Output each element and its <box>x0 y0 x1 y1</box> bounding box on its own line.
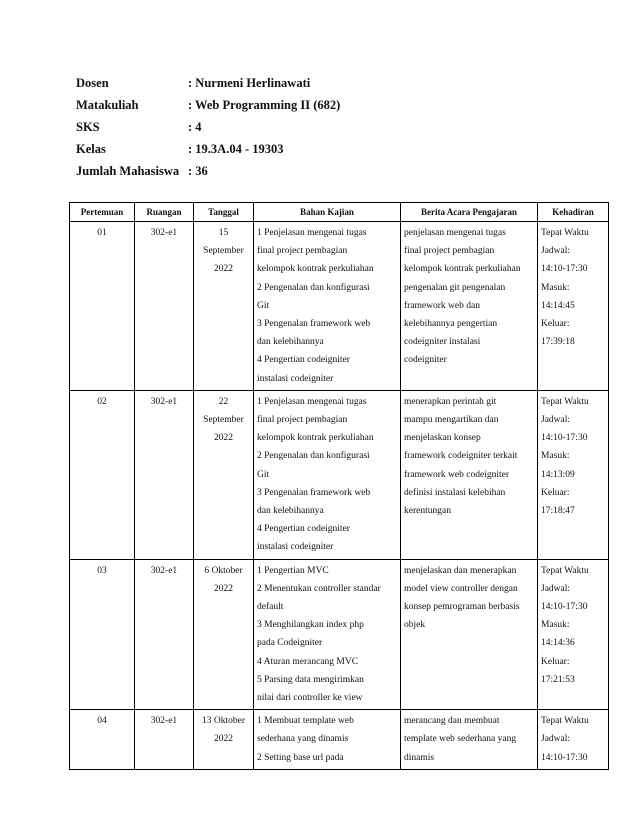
cell-bahan-kajian-line: 2 Setting base url pada <box>257 752 344 763</box>
cell-berita-acara-line: kerentungan <box>404 506 451 517</box>
cell-berita-acara-line: menerapkan perintah git <box>404 396 497 407</box>
table-row <box>70 222 609 391</box>
cell-bahan-kajian-line: 3 Pengenalan framework web <box>257 319 371 330</box>
cell-pertemuan: 04 <box>70 710 135 770</box>
cell-berita-acara-line: menjelaskan dan menerapkan <box>404 565 517 576</box>
cell-bahan-kajian <box>254 390 401 559</box>
table-row <box>70 710 609 770</box>
info-row-dosen <box>76 72 340 94</box>
cell-kehadiran-line: Tepat Waktu <box>541 228 589 238</box>
cell-bahan-kajian-line: 1 Penjelasan mengenai tugas <box>257 228 367 238</box>
header-berita-acara: Berita Acara Pengajaran <box>401 203 538 222</box>
cell-kehadiran-line: Masuk: <box>541 620 570 631</box>
cell-berita-acara-line: penjelasan mengenai tugas <box>404 228 506 238</box>
cell-bahan-kajian-line: sederhana yang dinamis <box>257 734 349 745</box>
cell-berita-acara-line: menjelaskan konsep <box>404 433 481 444</box>
header-ruangan: Ruangan <box>135 203 194 222</box>
cell-pertemuan: 03 <box>70 559 135 710</box>
cell-bahan-kajian-line: 2 Menentukan controller standar <box>257 583 381 594</box>
cell-ruangan: 302-e1 <box>135 390 194 559</box>
cell-berita-acara <box>401 710 538 770</box>
table-row <box>70 559 609 710</box>
cell-pertemuan: 02 <box>70 390 135 559</box>
cell-kehadiran-line: 17:21:53 <box>541 674 575 685</box>
cell-kehadiran-line: Tepat Waktu <box>541 565 589 576</box>
cell-bahan-kajian-line: 1 Penjelasan mengenai tugas <box>257 396 367 407</box>
cell-kehadiran-line: 14:10-17:30 <box>541 264 588 275</box>
cell-bahan-kajian-line: 2 Pengenalan dan konfigurasi <box>257 282 370 293</box>
cell-berita-acara-line: framework web codeigniter <box>404 469 509 480</box>
header-pertemuan: Pertemuan <box>70 203 135 222</box>
cell-kehadiran <box>538 222 609 391</box>
cell-bahan-kajian-line: 3 Pengenalan framework web <box>257 487 371 498</box>
table-header-row <box>70 203 609 222</box>
cell-bahan-kajian-line: pada Codeigniter <box>257 638 323 649</box>
cell-berita-acara-line: pengenalan git pengenalan <box>404 282 506 293</box>
cell-bahan-kajian-line: instalasi codeigniter <box>257 373 334 384</box>
cell-kehadiran-line: 14:14:36 <box>541 638 575 649</box>
cell-bahan-kajian-line: final project pembagian <box>257 246 348 257</box>
cell-kehadiran-line: 14:13:09 <box>541 469 575 480</box>
cell-berita-acara-line: kelompok kontrak perkuliahan <box>404 264 521 275</box>
cell-tanggal-line: 2022 <box>214 264 233 275</box>
cell-tanggal-line: 22 <box>218 396 229 407</box>
cell-berita-acara-line: definisi instalasi kelebihan <box>404 487 506 498</box>
cell-kehadiran-line: Masuk: <box>541 451 570 462</box>
cell-berita-acara-line: framework web dan <box>404 300 480 311</box>
cell-kehadiran-line: Keluar: <box>541 656 570 667</box>
cell-tanggal-line: 2022 <box>214 433 233 444</box>
cell-kehadiran-line: 17:18:47 <box>541 506 575 517</box>
info-label: Jumlah Mahasiswa <box>76 163 180 178</box>
cell-kehadiran-line: Masuk: <box>541 282 570 293</box>
cell-berita-acara-line: konsep pemrograman berbasis <box>404 602 520 613</box>
header-bahan-kajian: Bahan Kajian <box>254 203 401 222</box>
cell-bahan-kajian-line: 1 Membuat template web <box>257 716 354 727</box>
cell-berita-acara-line: template web sederhana yang <box>404 734 517 745</box>
cell-bahan-kajian-line: dan kelebihannya <box>257 337 324 348</box>
info-row-sks <box>76 116 340 138</box>
cell-bahan-kajian-line: dan kelebihannya <box>257 506 324 517</box>
cell-berita-acara-line: objek <box>404 620 426 631</box>
cell-tanggal-line: September <box>203 246 244 257</box>
cell-berita-acara-line: dinamis <box>404 752 435 763</box>
cell-bahan-kajian-line: final project pembagian <box>257 415 348 426</box>
cell-bahan-kajian-line: 4 Pengertian codeigniter <box>257 524 350 535</box>
cell-berita-acara-line: kelebihannya pengertian <box>404 319 498 330</box>
info-value: : 4 <box>188 119 202 134</box>
info-value: : Web Programming II (682) <box>188 97 341 112</box>
info-label: Dosen <box>76 75 109 90</box>
info-row-kelas <box>76 138 340 160</box>
teaching-record-table <box>69 202 609 770</box>
cell-berita-acara <box>401 390 538 559</box>
cell-bahan-kajian-line: 5 Parsing data mengirimkan <box>257 674 364 685</box>
cell-kehadiran-line: 14:10-17:30 <box>541 602 588 613</box>
cell-berita-acara-line: merancang dan membuat <box>404 716 500 727</box>
cell-kehadiran-line: Jadwal: <box>541 246 571 257</box>
info-label: Kelas <box>76 141 106 156</box>
cell-berita-acara-line: model view controller dengan <box>404 583 518 594</box>
cell-ruangan: 302-e1 <box>135 710 194 770</box>
cell-bahan-kajian-line: kelompok kontrak perkuliahan <box>257 264 374 275</box>
cell-bahan-kajian-line: kelompok kontrak perkuliahan <box>257 433 374 444</box>
cell-ruangan: 302-e1 <box>135 222 194 391</box>
cell-bahan-kajian <box>254 710 401 770</box>
cell-berita-acara-line: framework codeigniter terkait <box>404 451 518 462</box>
cell-kehadiran <box>538 710 609 770</box>
cell-bahan-kajian-line: 2 Pengenalan dan konfigurasi <box>257 451 370 462</box>
cell-tanggal <box>194 222 254 391</box>
cell-pertemuan: 01 <box>70 222 135 391</box>
cell-berita-acara-line: final project pembagian <box>404 246 495 257</box>
cell-ruangan: 302-e1 <box>135 559 194 710</box>
cell-bahan-kajian-line: 3 Menghilangkan index php <box>257 620 364 631</box>
info-row-jumlah-mahasiswa <box>76 160 340 182</box>
cell-bahan-kajian-line: default <box>257 602 284 613</box>
cell-kehadiran <box>538 390 609 559</box>
cell-bahan-kajian-line: 4 Pengertian codeigniter <box>257 355 350 366</box>
cell-bahan-kajian-line: 4 Aturan merancang MVC <box>257 656 359 667</box>
cell-tanggal-line: September <box>203 415 244 426</box>
cell-kehadiran-line: Keluar: <box>541 319 570 330</box>
cell-bahan-kajian <box>254 559 401 710</box>
info-value: : 19.3A.04 - 19303 <box>188 141 284 156</box>
cell-kehadiran-line: 14:10-17:30 <box>541 433 588 444</box>
cell-tanggal-line: 2022 <box>214 583 233 594</box>
info-label: Matakuliah <box>76 97 139 112</box>
header-kehadiran: Kehadiran <box>538 203 609 222</box>
info-value: : 36 <box>188 163 208 178</box>
cell-kehadiran-line: 17:39:18 <box>541 337 575 348</box>
header-tanggal: Tanggal <box>194 203 254 222</box>
cell-kehadiran-line: Jadwal: <box>541 415 571 426</box>
cell-tanggal-line: 2022 <box>214 734 233 745</box>
cell-tanggal-line: 13 Oktober <box>201 716 245 727</box>
cell-kehadiran-line: 14:14:45 <box>541 300 575 311</box>
cell-tanggal <box>194 559 254 710</box>
cell-berita-acara <box>401 222 538 391</box>
cell-kehadiran <box>538 559 609 710</box>
cell-berita-acara-line: codeigniter instalasi <box>404 337 481 348</box>
table-row <box>70 390 609 559</box>
cell-berita-acara <box>401 559 538 710</box>
info-row-matakuliah <box>76 94 340 116</box>
cell-kehadiran-line: Tepat Waktu <box>541 716 589 727</box>
cell-kehadiran-line: Tepat Waktu <box>541 396 589 407</box>
info-value: : Nurmeni Herlinawati <box>188 75 311 90</box>
cell-tanggal-line: 6 Oktober <box>204 565 243 576</box>
cell-berita-acara-line: mampu mengartikan dan <box>404 415 499 426</box>
cell-bahan-kajian-line: instalasi codeigniter <box>257 542 334 553</box>
cell-bahan-kajian <box>254 222 401 391</box>
cell-kehadiran-line: Jadwal: <box>541 583 571 594</box>
cell-tanggal <box>194 710 254 770</box>
cell-tanggal <box>194 390 254 559</box>
course-info <box>76 72 340 182</box>
cell-kehadiran-line: Jadwal: <box>541 734 571 745</box>
info-label: SKS <box>76 119 100 134</box>
cell-bahan-kajian-line: 1 Pengertian MVC <box>257 565 329 576</box>
cell-bahan-kajian-line: nilai dari controller ke view <box>257 693 363 704</box>
cell-kehadiran-line: 14:10-17:30 <box>541 752 588 763</box>
cell-bahan-kajian-line: Git <box>257 300 270 311</box>
cell-kehadiran-line: Keluar: <box>541 487 570 498</box>
cell-tanggal-line: 15 <box>218 228 229 238</box>
cell-berita-acara-line: codeigniter <box>404 355 447 366</box>
cell-bahan-kajian-line: Git <box>257 469 270 480</box>
